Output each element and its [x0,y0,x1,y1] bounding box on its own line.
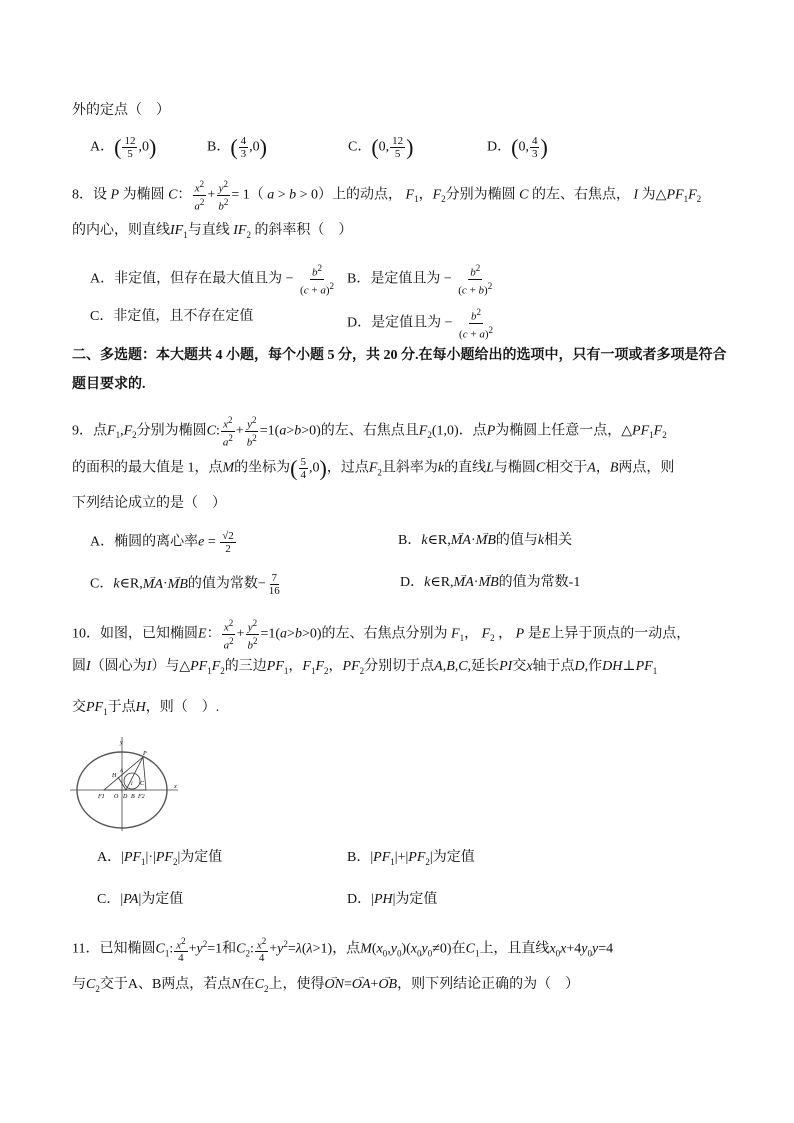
section-heading-tail: 题目要求的. [72,377,146,392]
q9-line1: 9．点$F_1,F_2$分别为椭圆C: $\frac{x^2}{a^2}$ + $\frac{y^2}{b^2}$ =1(a>b>0)的左、右焦点且$F_2(1,0)$．点P为椭圆上任意一点，$\triangle PF_1F_2$ [72,415,667,449]
section-heading: 二、多选题：本大题共 4 小题，每个小题 5 分，共 20 分.在每小题给出的选项中，只有一项或者多项是符合 [72,348,727,363]
label-f2: F2 [138,794,145,800]
q9-line3: 下列结论成立的是（ ） [72,496,226,511]
q8-line2: 的内心，则直线$IF_1$与直线 $IF_2$ 的斜率积（ ） [72,223,353,240]
q10-option-c: C．|PA|为定值 [97,892,184,907]
label-o: O [114,794,119,800]
q9-option-b: B．k∈R,→ MA·→ MB的值与k相关 [398,530,572,552]
q7-option-c: C．(0, $\frac{12}{5}$ ) [348,134,414,160]
q7-option-b: B．( $\frac{4}{3}$ ,0) [207,134,267,160]
q10-line1: 10．如图，已知椭圆E： $\frac{x^2}{a^2}$ + $\frac{y^2}{b^2}$ =1(a>b>0)的左、右焦点分别为 $F_1$， $F_2$ ， P 是E上异于顶点的一动点， [72,618,691,652]
q10-line2: 圆I（圆心为I）与$\triangle PF_1F_2$的三边$PF_1$，$F_1F_2$，$PF_2$分别切于点A,B,C,延长PI交x轴于点D,作$DH\perp PF_1$ [72,659,658,676]
q7-tail: 外的定点（ ） [72,103,170,118]
q9-option-a: A．椭圆的离心率e = $\frac{√2}{2}$ [90,530,234,555]
q9-option-d: D．k∈R,→ MA·→ MB的值为常数-1 [400,572,580,594]
label-f1: F1 [98,794,105,800]
label-d: D [123,794,128,800]
q8-option-b: B．是定值且为 − $\frac{b^2}{(c + b)^2}$ [347,263,493,297]
q8-option-a: A．非定值，但存在最大值且为 − $\frac{b^2}{(c + a)^2}$ [90,263,334,297]
ellipse-figure [70,735,182,832]
label-a: A [120,769,124,774]
label-b: B [131,794,135,800]
label-y: y [120,740,123,746]
label-x: x [174,784,177,790]
q10-line3: 交$PF_1$于点H，则（ ）. [72,700,220,717]
label-i: I [131,782,133,787]
q8-line1: 8．设 P 为椭圆 C： $\frac{x^2}{a^2}$ + $\frac{y^2}{b^2}$ = 1（ a > b > 0）上的动点， $F_1$，$F_2$分别为椭圆 C 的左、右焦点， I 为$\triangle PF_1F_2$ [72,179,702,213]
label-c: C [140,781,145,787]
q10-option-a: A．$|PF_1|\cdot|PF_2|$为定值 [97,850,223,867]
label-p: P [143,751,147,757]
q9-option-c: C．k∈R,→ MA·→ MB的值为常数− $\frac{7}{16}$ [90,572,283,597]
q10-option-d: D．|PH|为定值 [347,892,438,907]
q7-option-a: A．( $\frac{12}{5}$ ,0) [90,134,157,160]
q9-line2: 的面积的最大值是 1，点M的坐标为( $\frac{5}{4}$ ,0)，过点$F_2$且斜率为k的直线L与椭圆C相交于A，B两点，则 [72,455,675,481]
q11-line1: 11．已知椭圆$C_1$: $\frac{x^2}{4}$ $+y^2=1$和$C_2$: $\frac{x^2}{4}$ $+y^2=\lambda(\lambda>1)$，点$M(x_0,y_0)(x_0y_0\ne 0)$在$C_1$上，且直线$x_0x+4y_0y=4$ [72,935,614,965]
q8-option-c: C．非定值，且不存在定值 [90,309,254,324]
label-h: H [112,773,117,779]
q11-line2: 与$C_2$交于A、B两点，若点N在$C_2$上，使得→ ON=→ OA+→ OB，则下列结论正确的为（ ） [72,974,579,1000]
q10-option-b: B．$|PF_1|+|PF_2|$为定值 [347,850,475,867]
q7-option-d: D．(0, $\frac{4}{3}$ ) [487,134,548,160]
q8-option-d: D．是定值且为 − $\frac{b^2}{(c + a)^2}$ [347,307,493,341]
